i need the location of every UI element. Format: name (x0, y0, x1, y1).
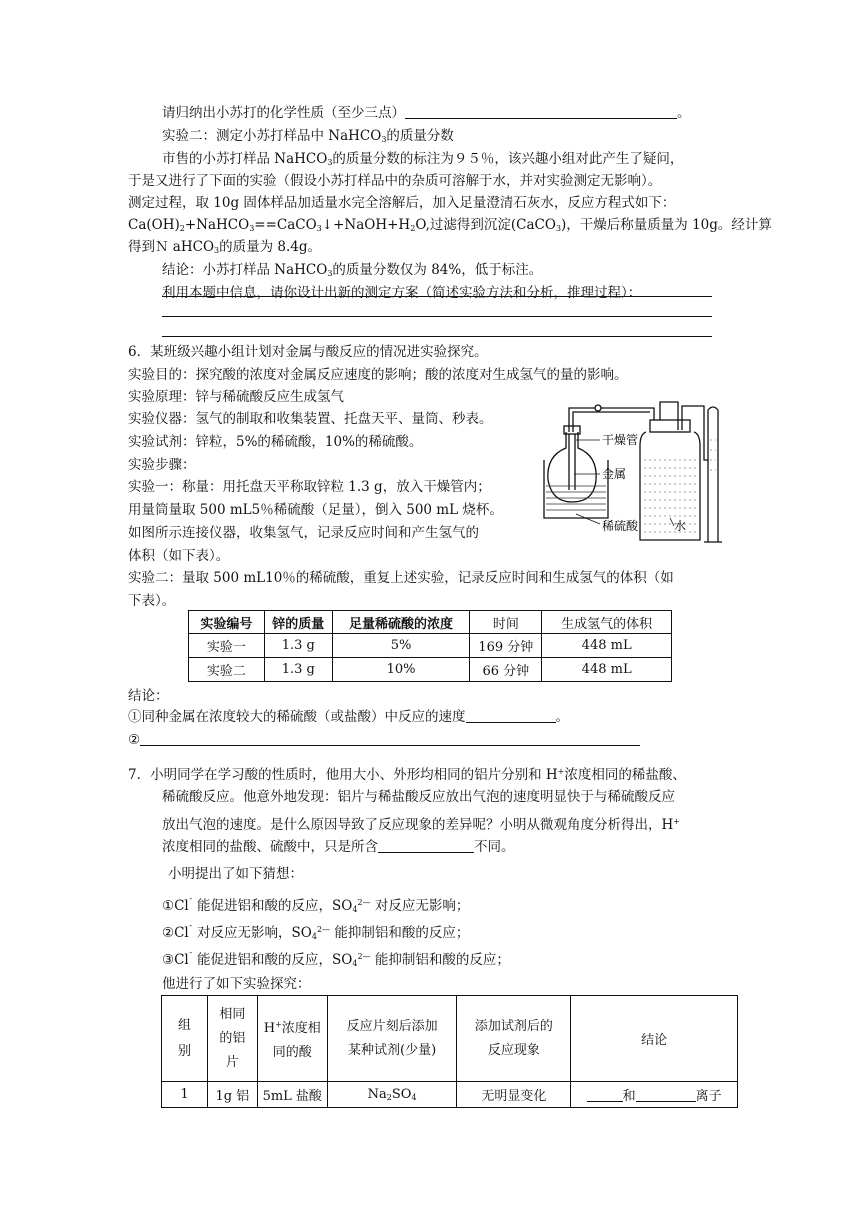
apparatus-diagram (536, 390, 746, 550)
experiment-steps: 实验步骤： (128, 457, 196, 473)
paragraph-line: 放出气泡的速度。是什么原因导致了反应现象的差异呢？小明从微观角度分析得出，H+ (162, 817, 680, 833)
hypothesis-3: ③Cl¯ 能促进铝和酸的反应，$SO_4^{2—}$ 能抑制铝和酸的反应； (162, 952, 510, 968)
paragraph-line: 于是又进行了下面的实验（假设小苏打样品中的杂质可溶解于水，并对实验测定无影响）。 (128, 173, 662, 189)
table-cell: $Na_2SO_4$ (327, 1082, 457, 1108)
experiment-two-heading: 实验二：测定小苏打样品中 NaHCO$_3$的质量分数 (162, 128, 454, 144)
table-cell: 5mL 盐酸 (257, 1082, 327, 1108)
conclusion-label: 结论： (128, 688, 169, 704)
table-cell: 实验一 (189, 634, 265, 658)
header-acid: H+浓度相 同的酸 (257, 996, 327, 1082)
experiment-one-text: 体积（如下表）。 (128, 548, 230, 564)
question-line: 请归纳出小苏打的化学性质（至少三点） 。 (162, 105, 691, 121)
table-header-row (162, 996, 738, 1082)
header-hydrogen-volume: 生成氢气的体积 (542, 611, 672, 634)
conclusion-item-2: ② (128, 731, 640, 749)
equation-line: $Ca(OH)_2+NaHCO_3==CaCO_3↓+NaOH+H_2O$,过滤得到沉淀(CaCO$_3$)，干燥后称量质量为 10g。经计算 (128, 217, 772, 233)
experiment-purpose: 实验目的：探究酸的浓度对金属反应速度的影响；酸的浓度对生成氢气的量的影响。 (128, 367, 628, 383)
answer-rule (162, 316, 712, 317)
header-conclusion: 结论 (571, 996, 738, 1082)
experiment-one-text: 用量筒量取 500 mL5％稀硫酸（足量），倒入 500 mL 烧杯。 (128, 502, 503, 518)
answer-rule (162, 296, 712, 297)
experiment-two-text: 实验二：量取 500 mL10％的稀硫酸，重复上述实验，记录反应时间和生成氢气的体积（如 (128, 570, 674, 586)
hypothesis-intro: 小明提出了如下猜想： (168, 866, 303, 882)
investigation-intro: 他进行了如下实验探究： (162, 976, 311, 992)
answer-rule (162, 336, 712, 337)
results-table (188, 610, 672, 682)
label-dilute-sulfuric-acid: 稀硫酸 (602, 519, 639, 533)
paragraph-line: 浓度相同的盐酸、硫酸中，只是所含 不同。 (162, 839, 515, 855)
experiment-one-text: 实验一：称量：用托盘天平称取锌粒 1.3 g，放入干燥管内； (128, 479, 491, 495)
table-header-row (189, 611, 672, 634)
investigation-table (161, 995, 738, 1108)
label-metal: 金属 (602, 467, 627, 481)
experiment-apparatus: 实验仪器：氢气的制取和收集装置、托盘天平、量筒、秒表。 (128, 411, 493, 427)
table-cell: 5% (332, 634, 470, 658)
paragraph-line: 稀硫酸反应。他意外地发现：铝片与稀盐酸反应放出气泡的速度明显快于与稀硫酸反应 (162, 789, 675, 805)
header-reagent: 反应片刻后添加 某种试剂(少量) (327, 996, 457, 1082)
table-cell: 10% (332, 658, 470, 682)
header-zinc-mass: 锌的质量 (264, 611, 332, 634)
experiment-one-text: 如图所示连接仪器，收集氢气，记录反应时间和产生氢气的 (128, 525, 479, 541)
paragraph-line: 市售的小苏打样品 NaHCO$_3$的质量分数的标注为９５％，该兴趣小组对此产生了疑问， (162, 151, 684, 167)
header-acid-concentration: 足量稀硫酸的浓度 (332, 611, 470, 634)
table-row (162, 1082, 738, 1108)
experiment-two-text: 下表）。 (128, 593, 176, 609)
table-cell: 448 mL (542, 634, 672, 658)
table-row (189, 634, 672, 658)
table-cell: 无明显变化 (457, 1082, 571, 1108)
paragraph-line: 测定过程，取 10g 固体样品加适量水完全溶解后，加入足量澄清石灰水，反应方程式如下： (128, 195, 676, 211)
table-row (189, 658, 672, 682)
table-cell: 和 离子 (571, 1082, 738, 1108)
hypothesis-1: ①Cl¯ 能促进铝和酸的反应，$SO_4^{2—}$ 对反应无影响； (162, 898, 470, 914)
conclusion-line: 结论：小苏打样品 NaHCO$_3$的质量分数仅为 84%，低于标注。 (162, 262, 543, 278)
table-cell: 448 mL (542, 658, 672, 682)
table-cell: 1 (162, 1082, 208, 1108)
header-group: 组 别 (162, 996, 208, 1082)
table-cell: 实验二 (189, 658, 265, 682)
hypothesis-2: ②Cl¯ 对反应无影响，$SO_4^{2—}$ 能抑制铝和酸的反应； (162, 925, 470, 941)
experiment-principle: 实验原理：锌与稀硫酸反应生成氢气 (128, 389, 344, 405)
header-phenomenon: 添加试剂后的 反应现象 (457, 996, 571, 1082)
table-cell: 169 分钟 (470, 634, 542, 658)
design-prompt: 利用本题中信息，请你设计出新的测定方案（简述实验方法和分析，推理过程）： (162, 285, 642, 301)
paragraph-line: 得到Ｎ aHCO$_3$的质量为 8.4g。 (128, 239, 322, 255)
experiment-reagents: 实验试剂：锌粒，5%的稀硫酸，10%的稀硫酸。 (128, 434, 423, 450)
header-aluminum: 相同 的铝 片 (207, 996, 257, 1082)
header-experiment-number: 实验编号 (189, 611, 265, 634)
table-cell: 1.3 g (264, 658, 332, 682)
table-cell: 1g 铝 (207, 1082, 257, 1108)
question-6-title: 6．某班级兴趣小组计划对金属与酸反应的情况进实验探究。 (128, 344, 488, 360)
question-7-line: 7．小明同学在学习酸的性质时，他用大小、外形均相同的铝片分别和 H+浓度相同的稀盐酸、 (128, 767, 686, 783)
table-cell: 1.3 g (264, 634, 332, 658)
label-drying-tube: 干燥管 (602, 433, 639, 447)
table-cell: 66 分钟 (470, 658, 542, 682)
header-time: 时间 (470, 611, 542, 634)
label-water: 水 (674, 519, 687, 533)
conclusion-item-1: ①同种金属在浓度较大的稀硫酸（或盐酸）中反应的速度 。 (128, 709, 569, 725)
